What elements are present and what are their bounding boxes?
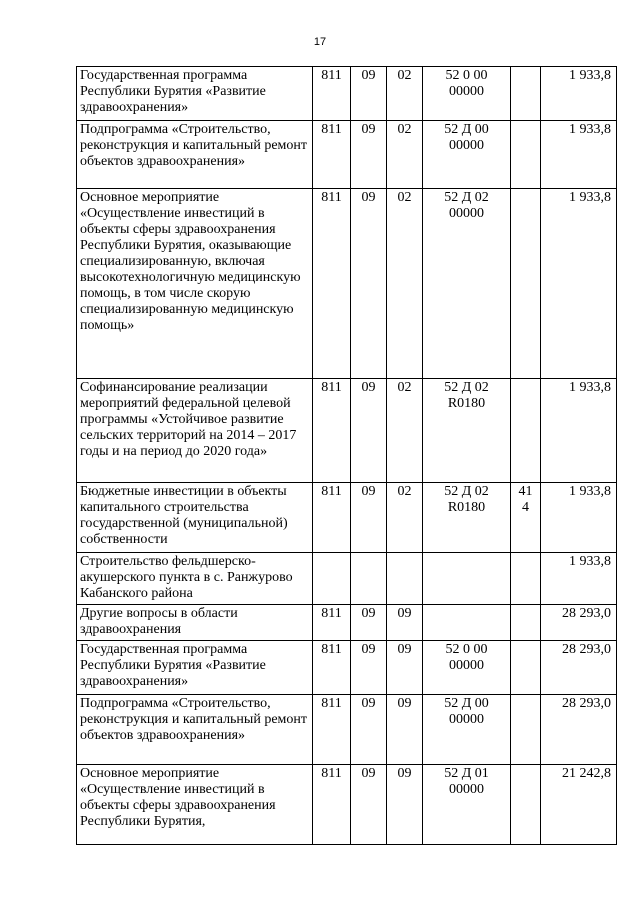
amount-cell: 1 933,8 <box>541 553 617 605</box>
expense-type-cell <box>511 765 541 845</box>
subsection-code-cell: 02 <box>387 379 423 483</box>
ministry-code-cell: 811 <box>313 483 351 553</box>
table-row <box>77 765 617 845</box>
subsection-code-cell: 09 <box>387 641 423 695</box>
section-code-cell: 09 <box>351 67 387 121</box>
amount-cell: 1 933,8 <box>541 189 617 379</box>
expense-type-cell <box>511 189 541 379</box>
expense-type-cell <box>511 641 541 695</box>
section-code-cell: 09 <box>351 189 387 379</box>
expense-type-cell: 41 4 <box>511 483 541 553</box>
section-code-cell: 09 <box>351 605 387 641</box>
target-article-cell: 52 Д 02 R0180 <box>423 483 511 553</box>
table-row <box>77 695 617 765</box>
amount-cell: 28 293,0 <box>541 605 617 641</box>
target-article-cell: 52 Д 00 00000 <box>423 695 511 765</box>
subsection-code-cell: 09 <box>387 765 423 845</box>
target-article-cell <box>423 605 511 641</box>
row-name-cell: Государственная программа Республики Бурятия «Развитие здравоохранения» <box>77 67 313 121</box>
section-code-cell: 09 <box>351 121 387 189</box>
target-article-cell: 52 Д 02 R0180 <box>423 379 511 483</box>
amount-cell: 28 293,0 <box>541 641 617 695</box>
expense-type-cell <box>511 695 541 765</box>
ministry-code-cell: 811 <box>313 189 351 379</box>
row-name-cell: Подпрограмма «Строительство, реконструкция и капитальный ремонт объектов здравоохранения» <box>77 121 313 189</box>
table-row <box>77 553 617 605</box>
expense-type-cell <box>511 67 541 121</box>
subsection-code-cell: 02 <box>387 121 423 189</box>
table-row <box>77 641 617 695</box>
subsection-code-cell: 02 <box>387 189 423 379</box>
page-number: 17 <box>313 36 327 48</box>
amount-cell: 1 933,8 <box>541 483 617 553</box>
section-code-cell <box>351 553 387 605</box>
ministry-code-cell: 811 <box>313 641 351 695</box>
target-article-cell: 52 Д 02 00000 <box>423 189 511 379</box>
amount-cell: 1 933,8 <box>541 67 617 121</box>
subsection-code-cell: 09 <box>387 695 423 765</box>
target-article-cell <box>423 553 511 605</box>
ministry-code-cell: 811 <box>313 765 351 845</box>
table-row <box>77 67 617 121</box>
subsection-code-cell <box>387 553 423 605</box>
section-code-cell: 09 <box>351 379 387 483</box>
amount-cell: 21 242,8 <box>541 765 617 845</box>
amount-cell: 1 933,8 <box>541 121 617 189</box>
row-name-cell: Бюджетные инвестиции в объекты капитального строительства государственной (муниципальной) собственности <box>77 483 313 553</box>
target-article-cell: 52 Д 00 00000 <box>423 121 511 189</box>
table-row <box>77 483 617 553</box>
expense-type-cell <box>511 121 541 189</box>
amount-cell: 28 293,0 <box>541 695 617 765</box>
table-row <box>77 605 617 641</box>
expense-type-cell <box>511 379 541 483</box>
subsection-code-cell: 02 <box>387 483 423 553</box>
table-row <box>77 121 617 189</box>
table-row <box>77 379 617 483</box>
target-article-cell: 52 0 00 00000 <box>423 67 511 121</box>
section-code-cell: 09 <box>351 641 387 695</box>
row-name-cell: Другие вопросы в области здравоохранения <box>77 605 313 641</box>
target-article-cell: 52 0 00 00000 <box>423 641 511 695</box>
ministry-code-cell: 811 <box>313 67 351 121</box>
section-code-cell: 09 <box>351 765 387 845</box>
row-name-cell: Государственная программа Республики Бурятия «Развитие здравоохранения» <box>77 641 313 695</box>
row-name-cell: Подпрограмма «Строительство, реконструкция и капитальный ремонт объектов здравоохранения» <box>77 695 313 765</box>
row-name-cell: Основное мероприятие «Осуществление инвестиций в объекты сферы здравоохранения Республики Бурятия, <box>77 765 313 845</box>
budget-table <box>76 66 617 845</box>
subsection-code-cell: 09 <box>387 605 423 641</box>
expense-type-cell <box>511 553 541 605</box>
row-name-cell: Строительство фельдшерско-акушерского пункта в с. Ранжурово Кабанского района <box>77 553 313 605</box>
ministry-code-cell: 811 <box>313 121 351 189</box>
row-name-cell: Софинансирование реализации мероприятий федеральной целевой программы «Устойчивое развитие сельских территорий на 2014 – 2017 годы и на период до 2020 года» <box>77 379 313 483</box>
ministry-code-cell <box>313 553 351 605</box>
table-row <box>77 189 617 379</box>
subsection-code-cell: 02 <box>387 67 423 121</box>
section-code-cell: 09 <box>351 695 387 765</box>
row-name-cell: Основное мероприятие «Осуществление инвестиций в объекты сферы здравоохранения Республики Бурятия, оказывающие специализированную, включая высокотехнологичную медицинскую помощь, в том числе скорую специализированную медицинскую помощь» <box>77 189 313 379</box>
section-code-cell: 09 <box>351 483 387 553</box>
ministry-code-cell: 811 <box>313 695 351 765</box>
expense-type-cell <box>511 605 541 641</box>
amount-cell: 1 933,8 <box>541 379 617 483</box>
ministry-code-cell: 811 <box>313 605 351 641</box>
ministry-code-cell: 811 <box>313 379 351 483</box>
target-article-cell: 52 Д 01 00000 <box>423 765 511 845</box>
